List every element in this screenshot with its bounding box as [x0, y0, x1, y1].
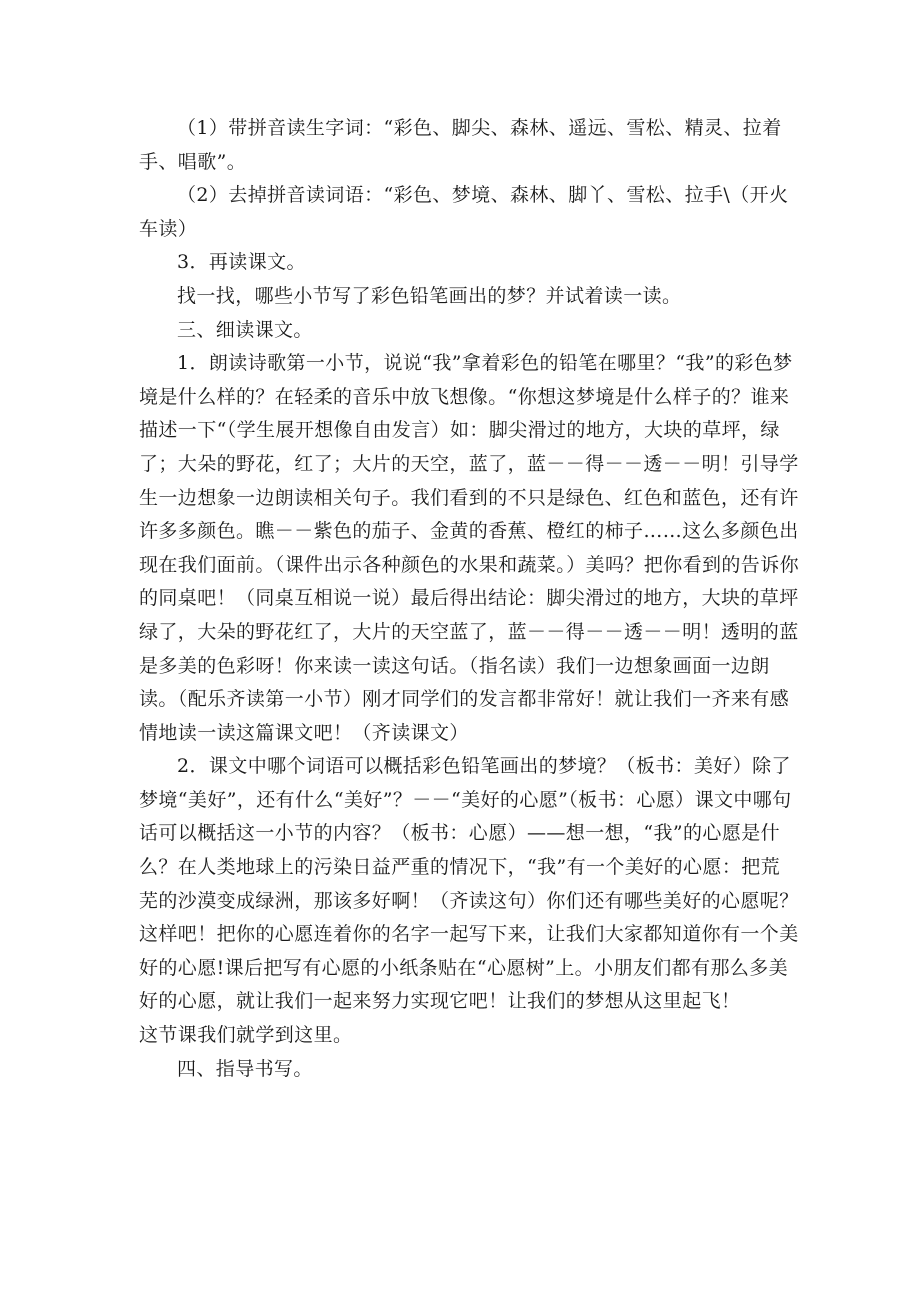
section-heading-close-reading: 三、细读课文。	[177, 318, 313, 341]
paragraph-first-section-reading: 1．朗读诗歌第一小节，说说“我”拿着彩色的铅笔在哪里？“我”的彩色梦境是什么样的？在轻柔的音乐中放飞想像。“你想这梦境是什么样子的？谁来描述一下“（学生展开想像自由发言）如：脚尖滑过的地方，大块的草坪，绿了；大朵的野花，红了；大片的天空，蓝了，蓝－－得－－透－－明！引导学生一边想象一边朗读相关句子。我们看到的不只是绿色、红色和蓝色，还有许许多多颜色。瞧－－紫色的茄子、金黄的香蕉、橙红的柿子……这么多颜色出现在我们面前。（课件出示各种颜色的水果和蔬菜。）美吗？把你看到的告诉你的同桌吧！（同桌互相说一说）最后得出结论：脚尖滑过的地方，大块的草坪绿了，大朵的野花红了，大片的天空蓝了，蓝－－得－－透－－明！透明的蓝是多美的色彩呀！你来读一读这句话。（指名读）我们一边想象画面一边朗读。（配乐齐读第一小节）刚才同学们的发言都非常好！就让我们一齐来有感情地读一读这篇课文吧！（齐读课文）	[139, 352, 800, 744]
document-body	[139, 112, 799, 1086]
paragraph-summary-dream: 2．课文中哪个词语可以概括彩色铅笔画出的梦境？（板书：美好）除了梦境“美好”，还有什么“美好”？－－“美好的心愿”（板书：心愿）课文中哪句话可以概括这一小节的内容？（板书：心愿）——想一想，“我”的心愿是什么？在人类地球上的污染日益严重的情况下，“我”有一个美好的心愿：把荒芜的沙漠变成绿洲，那该多好啊！（齐读这句）你们还有哪些美好的心愿呢？这样吧！把你的心愿连着你的名字一起写下来，让我们大家都知道你有一个美好的心愿!课后把写有心愿的小纸条贴在“心愿树”上。小朋友们都有那么多美好的心愿，就让我们一起来努力实现它吧！让我们的梦想从这里起飞！	[139, 755, 799, 1013]
section-heading-writing-guide: 四、指导书写。	[177, 1057, 313, 1080]
paragraph-lesson-end: 这节课我们就学到这里。	[139, 1024, 353, 1047]
paragraph-pinyin-reading: （1）带拼音读生字词：“彩色、脚尖、森林、遥远、雪松、精灵、拉着手、唱歌”。	[139, 117, 782, 173]
paragraph-reread-text: 3．再读课文。	[177, 251, 306, 274]
paragraph-find-sections: 找一找，哪些小节写了彩色铅笔画出的梦？并试着读一读。	[177, 284, 682, 307]
paragraph-word-reading: （2）去掉拼音读词语：“彩色、梦境、森林、脚丫、雪松、拉手\（开火车读）	[139, 184, 789, 240]
